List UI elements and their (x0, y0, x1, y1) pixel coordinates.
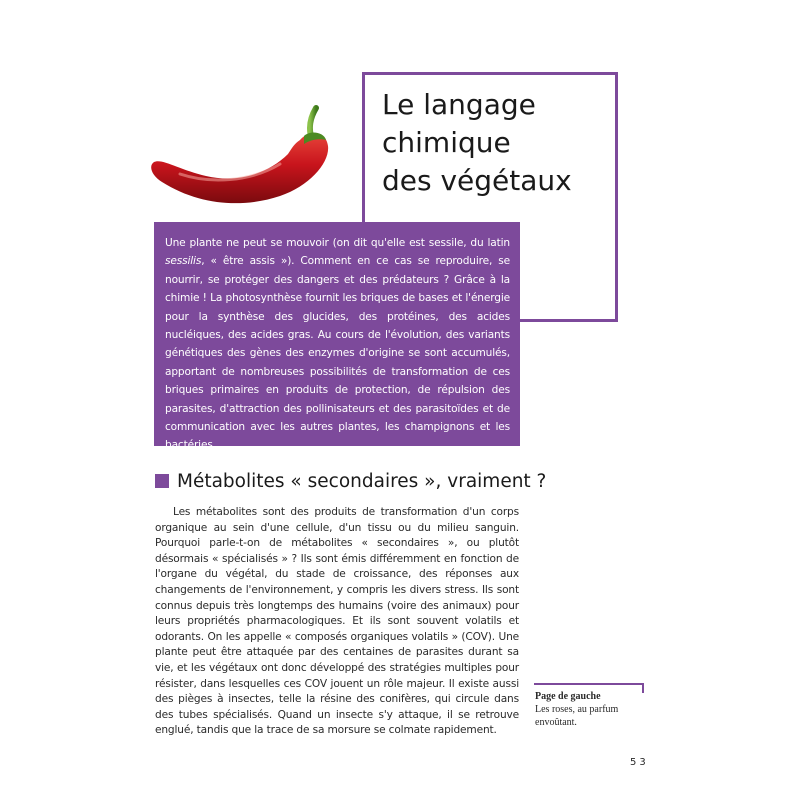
photo-caption (535, 690, 645, 729)
caption-text: Les roses, au parfum envoûtant. (535, 704, 619, 728)
intro-latin-term: sessilis (165, 255, 202, 268)
red-chili-pepper-image (140, 100, 340, 210)
body-text (155, 505, 519, 739)
caption-title: Page de gauche (535, 691, 601, 702)
body-paragraph: Les métabolites sont des produits de transformation d'un corps organique au sein d'une cellule, d'un tissu ou du milieu sanguin. Pourquoi parle-t-on de métabolites « secondaires », ou plutôt désormais « spécialisés » ? Ils sont émis différemment en fonction de l'organe du végétal, du stade de croissance, des réponses aux changements de l'environnement, y compris les divers stress. Ils sont connus depuis très longtemps des humains (voire des animaux) pour leurs propriétés pharmacologiques. Et ils sont souvent volatils et odorants. On les appelle « composés organiques volatils » (COV). Une plante peut être attaquée par des centaines de parasites durant sa vie, et les végétaux ont donc développé des stratégies multiples pour résister, dans lesquelles ces COV jouent un rôle majeur. Il existe aussi des pièges à insectes, telle la résine des conifères, qui circule dans des tubes spécialisés. Quand un insecte s'y attaque, il se retrouve englué, tandis que la trace de sa morsure se colmate rapidement. (155, 506, 519, 737)
page-number: 53 (630, 757, 649, 768)
intro-text-part-1: Une plante ne peut se mouvoir (on dit qu'elle est sessile, du latin (165, 237, 510, 249)
chapter-title-line-1: Le langage (382, 88, 536, 121)
intro-text-part-2: , « être assis »). Comment en ce cas se reproduire, se nourrir, se protéger des dangers et des prédateurs ? Grâce à la chimie ! La photosynthèse fournit les briques de bases et l'énergie pour la synthèse des glucides, des protéines, des acides nucléiques, des acides gras. Au cours de l'évolution, des variants génétiques des gènes des enzymes d'origine se sont accumulés, apportant de nombreuses possibilités de transformation de ces briques primaires en produits de protection, de répulsion des parasites, d'attraction des pollinisateurs et des parasitoïdes et de communication avec les autres plantes, les champignons et les bactéries. (165, 255, 510, 452)
section-square-bullet (155, 474, 169, 488)
chapter-title (382, 86, 582, 200)
section-heading (155, 467, 546, 495)
chapter-title-line-2: chimique (382, 126, 511, 159)
section-title: Métabolites « secondaires », vraiment ? (177, 470, 547, 492)
chapter-title-line-3: des végétaux (382, 164, 572, 197)
intro-box (154, 222, 520, 452)
